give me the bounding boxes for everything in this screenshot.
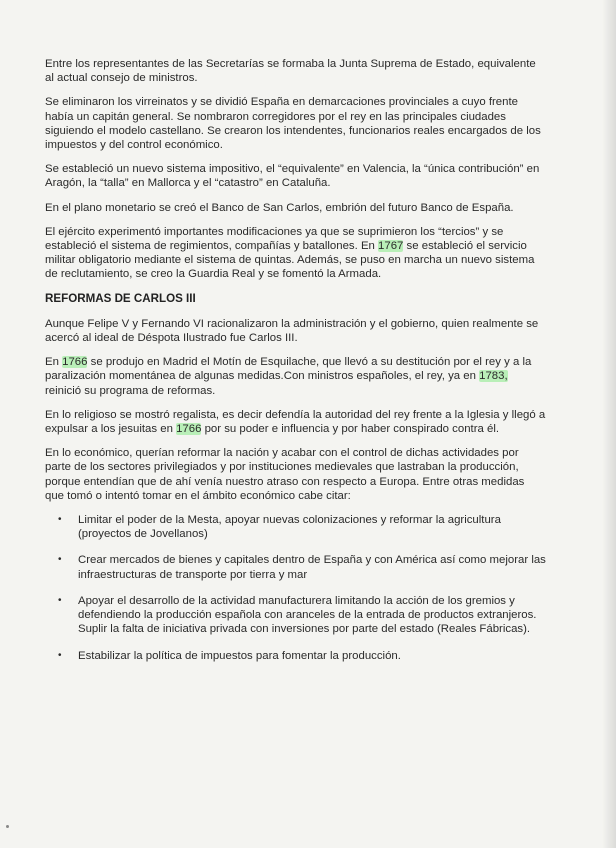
paragraph-motin-esquilache <box>45 355 546 398</box>
scan-margin-mark <box>6 825 9 828</box>
text-segment: El ejército experimentó importantes modificaciones ya que se suprimieron los “tercios” y se estableció el sistema de regimientos, compañías y batallones. En <box>45 225 504 253</box>
bullet-marker: • <box>58 554 62 566</box>
text-segment: se estableció el servicio militar obligatorio mediante el sistema de quintas. Además, se puso en marcha un nuevo sistema de reclutamiento, se creo la Guardia Real y se fomentó la Armada. <box>45 240 535 281</box>
highlight-year-1767: 1767 <box>378 240 404 253</box>
highlight-year-1766-jesuitas: 1766 <box>176 423 202 436</box>
list-item <box>45 649 546 663</box>
text-segment: se produjo en Madrid el Motín de Esquilache, que llevó a su destitución por el rey y a la paralización momentánea de algunas medidas.Con ministros españoles, el rey, ya en <box>45 356 532 383</box>
bullet-marker: • <box>58 594 62 606</box>
list-item-text: Apoyar el desarrollo de la actividad manufacturera limitando la acción de los gremios y defendiendo la producción española con aranceles de la entrada de productos extranjeros. Suplir la falta de iniciativa privada con inversiones por parte del estado (Reales Fábricas). <box>78 594 537 636</box>
paragraph-junta-suprema: Entre los representantes de las Secretarías se formaba la Junta Suprema de Estado, equivalente al actual consejo de ministros. <box>45 58 536 85</box>
text-segment: reinició su programa de reformas. <box>45 384 216 397</box>
paragraph-despota-ilustrado: Aunque Felipe V y Fernando VI racionalizaron la administración y el gobierno, quien realmente se acercó al ideal de Déspota Ilustrado fue Carlos III. <box>45 317 539 345</box>
paragraph-sistema-impositivo: Se estableció un nuevo sistema impositivo, el “equivalente” en Valencia, la “única contribución” en Aragón, la “talla” en Mallorca y el “catastro” en Cataluña. <box>45 163 540 190</box>
paragraph-ejercito <box>45 225 546 282</box>
list-item-text: Estabilizar la política de impuestos para fomentar la producción. <box>78 649 401 662</box>
highlight-year-1766: 1766 <box>62 356 88 369</box>
list-item <box>45 513 546 541</box>
section-heading-reformas-carlos-iii: REFORMAS DE CARLOS III <box>45 291 196 305</box>
bullet-marker: • <box>58 649 62 661</box>
text-segment: En <box>45 356 63 369</box>
list-item-text: Crear mercados de bienes y capitales dentro de España y con América así como mejorar las infraestructuras de transporte por tierra y mar <box>78 554 546 581</box>
list-item-text: Limitar el poder de la Mesta, apoyar nuevas colonizaciones y reformar la agricultura (proyectos de Jovellanos) <box>78 514 501 541</box>
paragraph-virreinatos: Se eliminaron los virreinatos y se dividió España en demarcaciones provinciales a cuyo frente había un capitán general. Se nombraron corregidores por el rey en las principales ciudades siguiendo el modelo castellano. Se crearon los intendentes, funcionarios reales encargados de los impuestos y del control económico. <box>45 96 541 152</box>
paragraph-regalismo <box>45 408 546 436</box>
list-item <box>45 553 546 581</box>
paragraph-banco-san-carlos: En el plano monetario se creó el Banco de San Carlos, embrión del futuro Banco de España. <box>45 201 514 214</box>
text-segment: por su poder e influencia y por haber conspirado contra él. <box>201 423 500 436</box>
text-segment: En lo religioso se mostró regalista, es decir defendía la autoridad del rey frente a la Iglesia y llegó a expulsar a los jesuitas en <box>45 408 546 436</box>
highlight-year-1783: 1783, <box>479 370 508 383</box>
measures-list <box>45 513 546 663</box>
list-item <box>45 594 546 637</box>
paragraph-economia: En lo económico, querían reformar la nación y acabar con el control de dichas actividades por parte de los sectores privilegiados y por instituciones medievales que lastraban la producción, porque entendían que de ahí venía nuestro atraso con respecto a Europa. Entre otras medidas que tomó o intentó tomar en el ámbito económico cabe citar: <box>45 447 525 502</box>
bullet-marker: • <box>58 514 62 526</box>
